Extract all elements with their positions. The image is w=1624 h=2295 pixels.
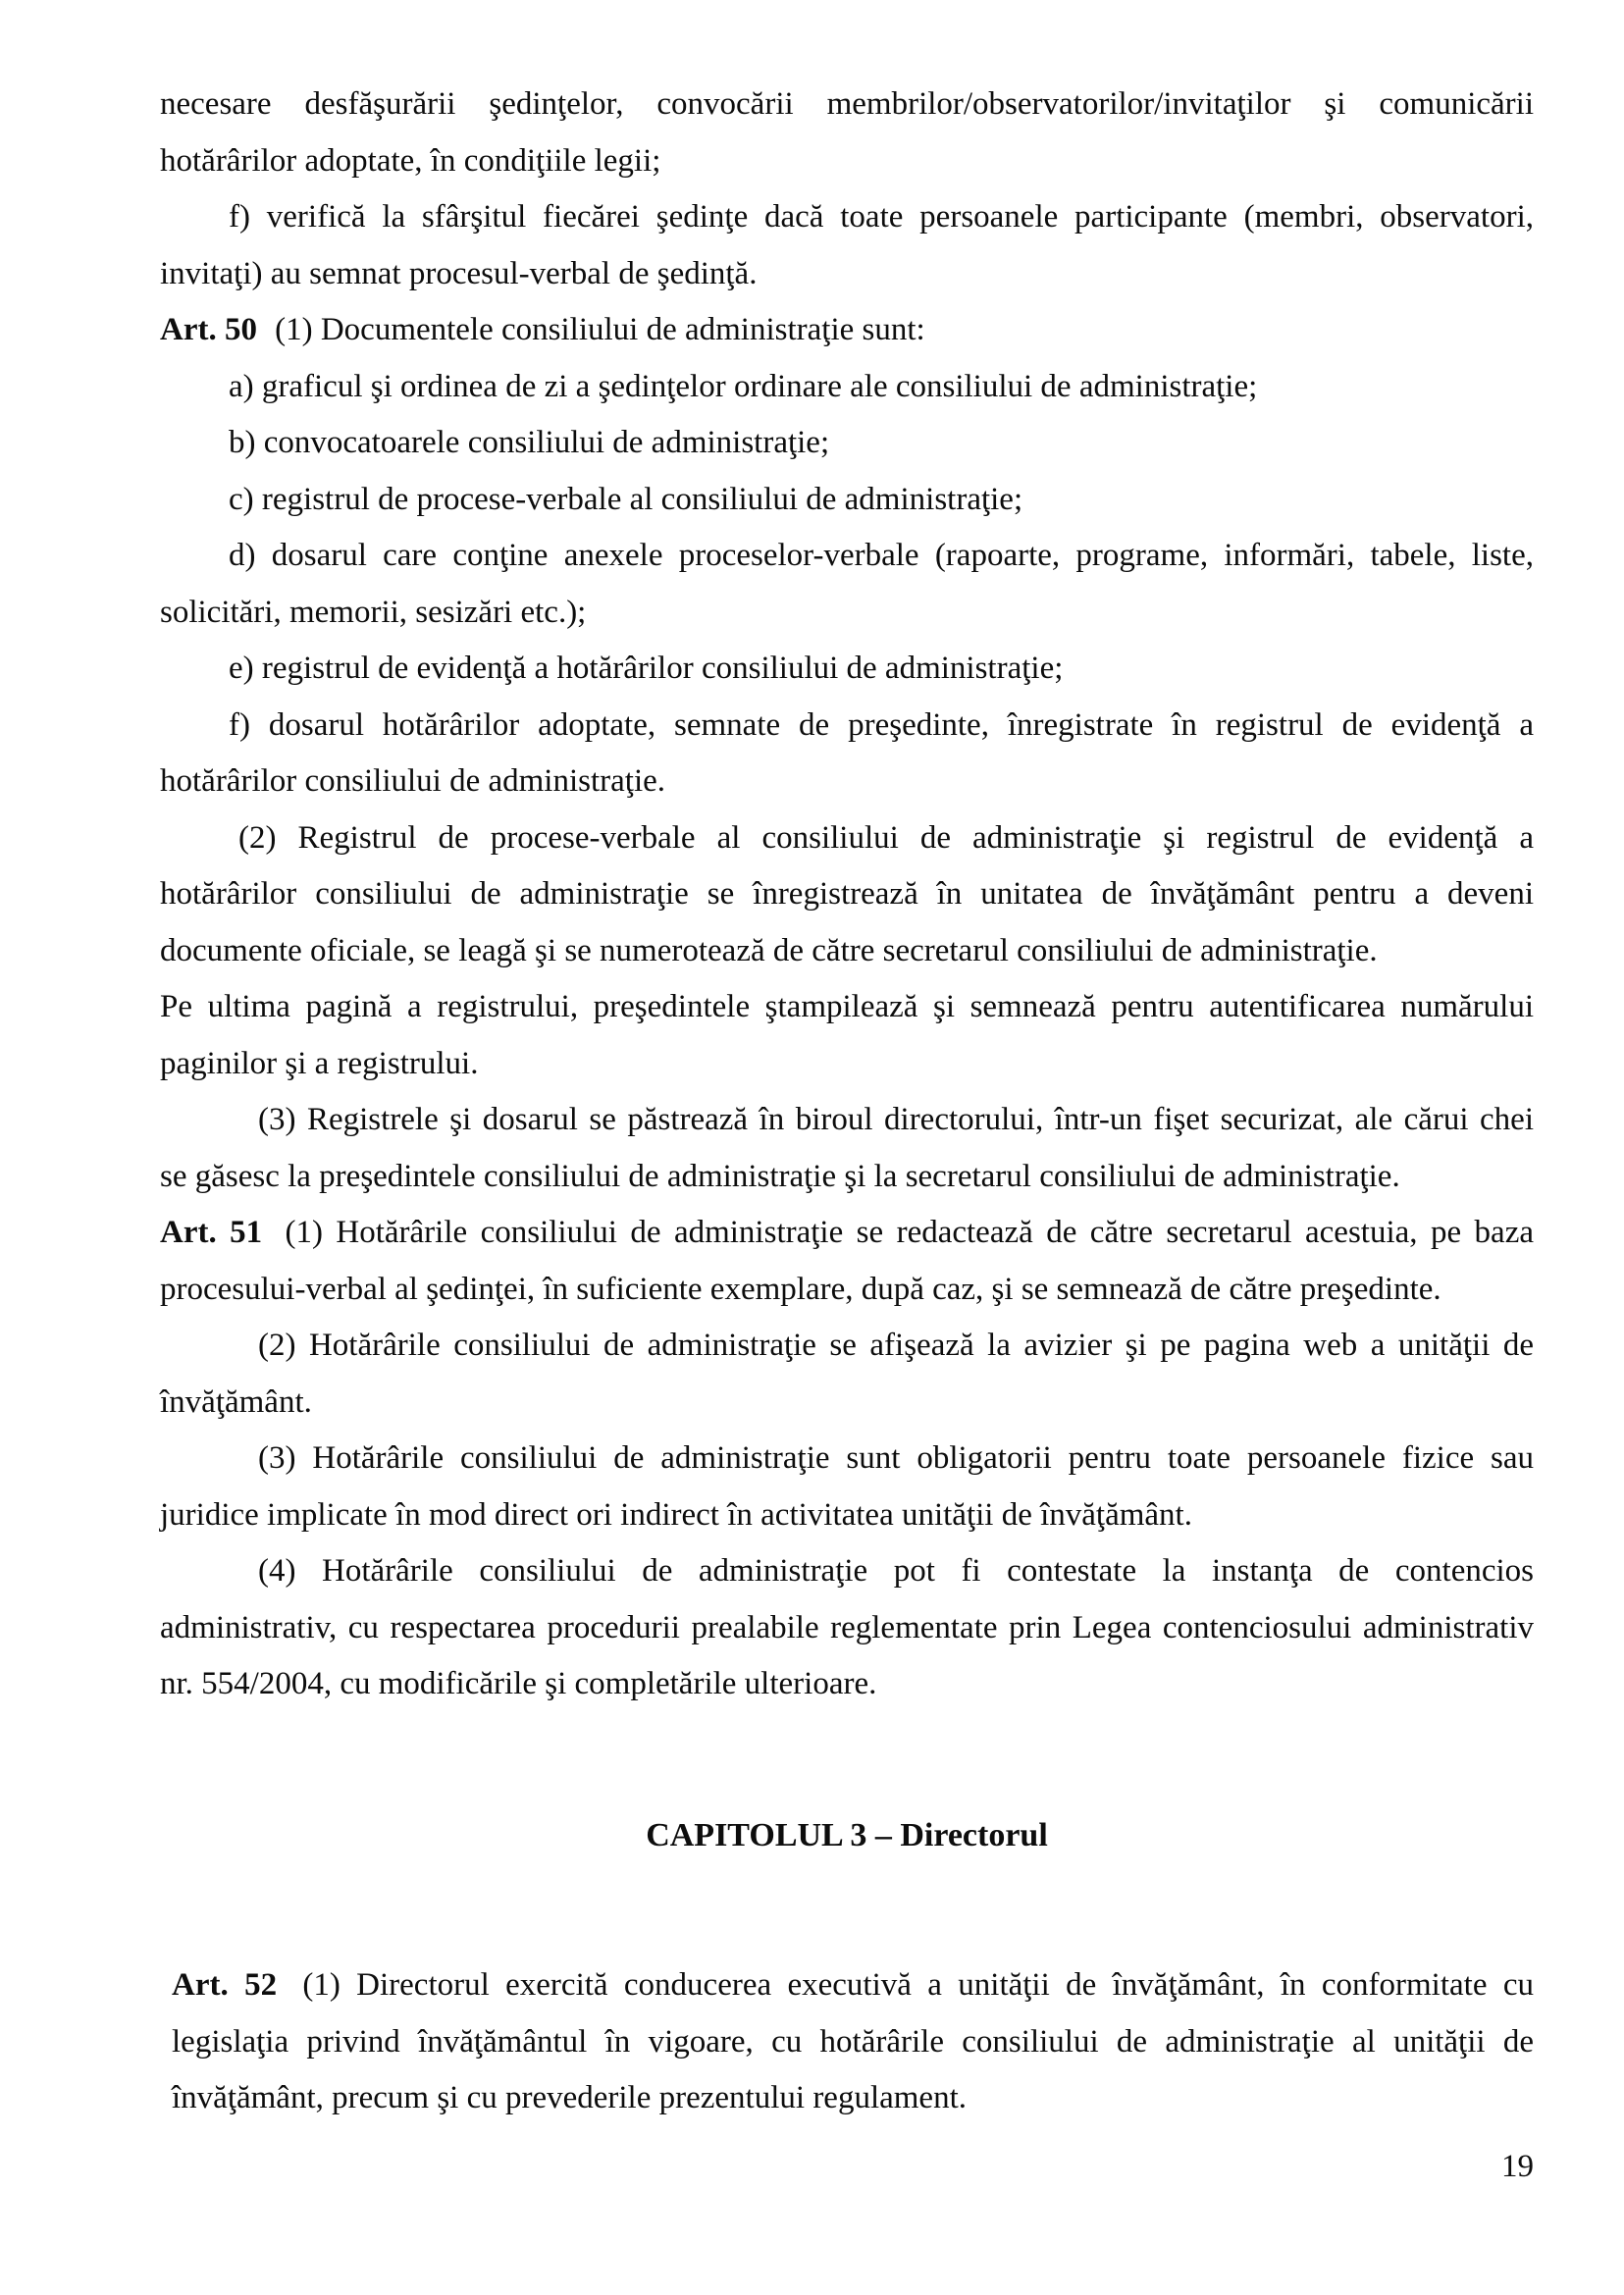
line-text: (3) Hotărârile consiliului de administraţie sunt obligatorii pentru toate persoanele fizice sau	[258, 1440, 1534, 1476]
article-number: Art. 50	[160, 312, 257, 347]
text-line	[160, 1149, 1534, 1206]
line-text: necesare desfăşurării şedinţelor, convocării membrilor/observatorilor/invitaţilor şi comunicării	[160, 86, 1534, 122]
line-text: (1) Documentele consiliului de administraţie sunt:	[275, 312, 925, 347]
line-text: (2) Registrul de procese-verbale al consiliului de administraţie şi registrul de evidenţă a	[238, 819, 1534, 856]
line-text: (1) Directorul exercită conducerea executivă a unităţii de învăţământ, în conformitate cu	[302, 1967, 1534, 2003]
line-text: hotărârilor adoptate, în condiţiile legii;	[160, 142, 661, 179]
text-line	[160, 1262, 1534, 1319]
line-text: procesului-verbal al şedinţei, în suficiente exemplare, după caz, şi se semnează de către preşedinte.	[160, 1271, 1441, 1307]
line-text: învăţământ.	[160, 1383, 312, 1420]
text-line	[160, 472, 1534, 529]
line-text: (2) Hotărârile consiliului de administraţie se afişează la avizier şi pe pagina web a unităţii de	[258, 1328, 1534, 1363]
line-text: e) registrul de evidenţă a hotărârilor consiliului de administraţie;	[229, 651, 1064, 686]
line-text: (3) Registrele şi dosarul se păstrează în biroul directorului, într-un fişet securizat, ale cărui chei	[258, 1102, 1534, 1137]
line-text: f) dosarul hotărârilor adoptate, semnate de preşedinte, înregistrate în registrul de evidenţă a	[229, 706, 1534, 743]
text-line	[160, 866, 1534, 923]
line-text: b) convocatoarele consiliului de administraţie;	[229, 425, 830, 460]
text-line	[160, 1092, 1534, 1149]
text-line	[160, 1205, 1534, 1262]
line-text: (1) Hotărârile consiliului de administraţie se redactează de către secretarul acestuia, pe baza	[285, 1215, 1534, 1250]
text-line	[160, 641, 1534, 698]
line-text: administrativ, cu respectarea procedurii prealabile reglementate prin Legea contenciosului administrativ	[160, 1609, 1534, 1645]
chapter-heading: CAPITOLUL 3 – Directorul	[646, 1816, 1048, 1853]
text-line	[160, 1656, 1534, 1713]
line-text: Pe ultima pagină a registrului, preşedintele ştampilează şi semnează pentru autentificarea numărului	[160, 989, 1534, 1024]
text-line	[160, 77, 1534, 133]
text-line	[172, 2070, 1534, 2127]
line-text: solicitări, memorii, sesizări etc.);	[160, 594, 587, 630]
text-line	[160, 979, 1534, 1036]
text-line	[160, 302, 1534, 359]
text-line	[160, 1600, 1534, 1657]
line-text: hotărârilor consiliului de administraţie.	[160, 763, 666, 799]
text-line	[160, 1431, 1534, 1487]
text-line	[160, 133, 1534, 190]
text-line	[160, 810, 1534, 867]
text-line	[160, 1036, 1534, 1093]
article-number: Art. 51	[160, 1215, 263, 1250]
text-line	[172, 2014, 1534, 2071]
line-text: invitaţi) au semnat procesul-verbal de şedinţă.	[160, 255, 758, 291]
line-text: paginilor şi a registrului.	[160, 1045, 479, 1081]
line-text: (4) Hotărârile consiliului de administraţie pot fi contestate la instanţa de contencios	[258, 1553, 1534, 1589]
line-text: se găsesc la preşedintele consiliului de administraţie şi la secretarul consiliului de administraţie.	[160, 1158, 1400, 1194]
text-line	[160, 585, 1534, 642]
text-line	[160, 415, 1534, 472]
page-number: 19	[1501, 2148, 1534, 2184]
line-text: d) dosarul care conţine anexele proceselor-verbale (rapoarte, programe, informări, tabele, liste,	[229, 538, 1534, 573]
text-line	[160, 359, 1534, 416]
article-52-paragraph	[160, 1957, 1534, 2127]
line-text: juridice implicate în mod direct ori indirect în activitatea unităţii de învăţământ.	[160, 1496, 1192, 1533]
text-line	[160, 1318, 1534, 1375]
text-line	[160, 1487, 1534, 1544]
line-text: f) verifică la sfârşitul fiecărei şedinţe dacă toate persoanele participante (membri, observatori,	[229, 199, 1534, 235]
text-line	[160, 189, 1534, 246]
text-line	[160, 698, 1534, 755]
line-text: legislaţia privind învăţământul în vigoare, cu hotărârile consiliului de administraţie al unităţii de	[172, 2023, 1534, 2060]
line-text: hotărârilor consiliului de administraţie se înregistrează în unitatea de învăţământ pentru a deveni	[160, 876, 1534, 912]
text-line	[160, 754, 1534, 810]
article-number: Art. 52	[172, 1967, 278, 2003]
text-line	[160, 1543, 1534, 1600]
line-text: învăţământ, precum şi cu prevederile prezentului regulament.	[172, 2080, 967, 2115]
line-text: nr. 554/2004, cu modificările şi completările ulterioare.	[160, 1666, 877, 1701]
text-line	[160, 1375, 1534, 1432]
text-line	[160, 923, 1534, 980]
line-text: documente oficiale, se leagă şi se numerotează de către secretarul consiliului de administraţie.	[160, 932, 1378, 968]
text-line	[160, 528, 1534, 585]
line-text: a) graficul şi ordinea de zi a şedinţelor ordinare ale consiliului de administraţie;	[229, 368, 1258, 404]
text-line	[160, 246, 1534, 303]
line-text: c) registrul de procese-verbale al consiliului de administraţie;	[229, 481, 1023, 517]
text-line	[172, 1957, 1534, 2014]
body-text	[160, 77, 1534, 1713]
